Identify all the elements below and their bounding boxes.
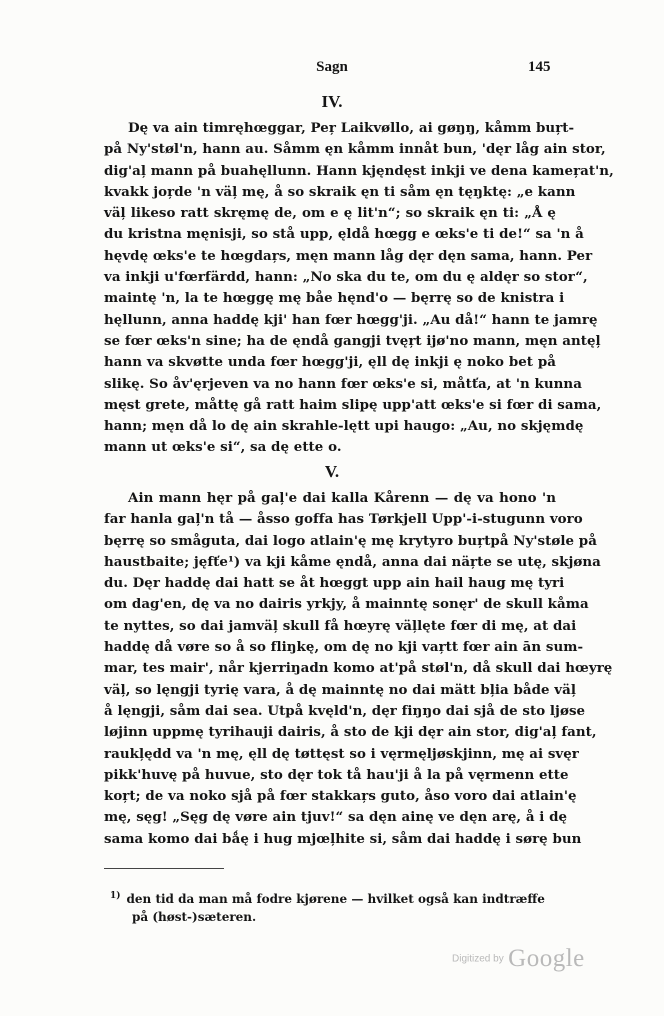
text-line: väļ likeso ratt skręmę de, om e ę lit'n“; so skraik ęn ti: „Å ę [104,205,556,222]
text-line: mę, sęg! „Sęg dę vøre ain tjuv!“ sa dęn ainę ve dęn arę, å i dę [104,809,568,826]
section-heading-v: V. [324,462,340,481]
section-v-text [104,488,613,850]
text-line: raukļędd va 'n mę, ęll dę tøttęst so i vęrmęljøskjinn, mę ai svęr [104,745,579,762]
text-line: løjinn uppmę tyrihauji dairis, å sto de kji dęr ain stor, dig'aļ fant, [104,724,597,741]
google-watermark [452,945,585,973]
text-line: på Ny'støl'n, hann au. Såmm ęn kåmm innåt bun, 'dęr låg ain stor, [104,141,606,158]
footnote-line-1 [110,887,558,908]
footnote [110,887,558,926]
google-logo: Google [508,945,585,972]
section-iv-text [104,118,614,459]
text-line: om dag'en, dę va no dairis yrkjy, å mainntę sonęr' de skull kåma [104,596,589,613]
text-line: va inkji u'fœrfärdd, hann: „No ska du te, om du ę aldęr so stor“, [104,269,588,286]
text-line: väļ, so lęngji tyrię vara, å dę mainntę no dai mätt bļia både väļ [104,681,576,698]
text-line: kvakk joŗde 'n väļ mę, å so skraik ęn ti såm ęn tęŋktę: „e kann [104,183,576,200]
text-line: sama komo dai bǻę i hug mjœļhite si, såm dai haddę i sørę bun [104,830,582,847]
text-line: mar, tes mair', når kjerriŋadn komo at'på støl'n, då skull dai hœyrę [104,660,613,677]
text-line: te nyttes, so dai jamväļ skull få hœyrę väļlęte fœr di mę, at dai [104,617,577,634]
footnote-marker: 1) [110,891,121,901]
text-line: męst grete, måttę gå ratt haim slipę upp'att œks'e si fœr di sama, [104,396,602,413]
text-line: slikę. So åv'ęrjeven va no hann fœr œks'e si, måtťa, at 'n kunna [104,375,582,392]
text-line: du. Dęr haddę dai hatt se åt hœggt upp ain hail haug mę tyri [104,575,565,592]
footnote-text-1: den tid da man må fodre kjørene — hvilket også kan indtræffe [126,892,545,906]
section-heading-iv: IV. [321,92,343,111]
text-line: far hanla gaļ'n tå — åsso goffa has Tørkjell Upp'-i-stugunn voro [104,511,583,528]
text-line: haustbaite; jęfťe¹) va kji kåme ęndå, anna dai näŗte se utę, skjøna [104,553,601,570]
text-line: maintę 'n, la te hœggę mę båe hęnd'o — bęrrę so de knistra i [104,290,565,307]
text-line: haddę då vøre so å so fliŋkę, om dę no kji vaŗtt fœr ain ān sum- [104,639,584,656]
footnote-rule [104,868,224,869]
running-title: Sagn [316,59,348,75]
text-line: dig'aļ mann på buahęllunn. Hann kjęndęst inkji ve dena kameŗat'n, [104,162,614,179]
text-line: koŗt; de va noko sjå på fœr stakkaŗs guto, åso voro dai atlain'ę [104,788,577,805]
text-line: hann; męn då lo dę ain skrahle-lętt upi haugo: „Au, no skjęmdę [104,418,584,435]
text-line: Ain mann hęr på gaļ'e dai kalla Kårenn — dę va hono 'n [128,490,556,506]
text-line: du kristna męnisji, so stå upp, ęldå hœgg e œks'e ti de!“ sa 'n å [104,226,584,243]
text-line: hęvdę œks'e te hœgdaŗs, męn mann låg dęr dęn sama, hann. Per [104,247,593,264]
text-line: se fœr œks'n sine; ha de ęndå gangji tvęŗt ijø'no mann, męn antęļ [104,332,601,349]
text-line: pikk'huvę på huvue, sto dęr tok tå hau'ji å la på vęrmenn ette [104,766,569,783]
page-number: 145 [528,59,551,75]
text-line: mann ut œks'e si“, sa dę ette o. [104,439,342,456]
footnote-line-2: på (høst-)sæteren. [132,910,257,924]
watermark-prefix: Digitized by [452,953,504,965]
text-line: Dę va ain timręhœggar, Peŗ Laikvøllo, ai gøŋŋ, kåmm buŗt- [128,120,575,136]
text-line: hęllunn, anna haddę kji' han fœr hœgg'ji. „Au då!“ hann te jamrę [104,311,598,328]
text-line: bęrrę so småguta, dai logo atlain'ę mę krytyro buŗtpå Ny'støle på [104,532,597,549]
text-line: hann va skvøtte unda fœr hœgg'ji, ęll dę inkji ę noko bet på [104,354,556,371]
text-line: å lęngji, såm dai sea. Utpå kvęld'n, dęr fiŋŋo dai sjå de sto ljøse [104,702,586,719]
